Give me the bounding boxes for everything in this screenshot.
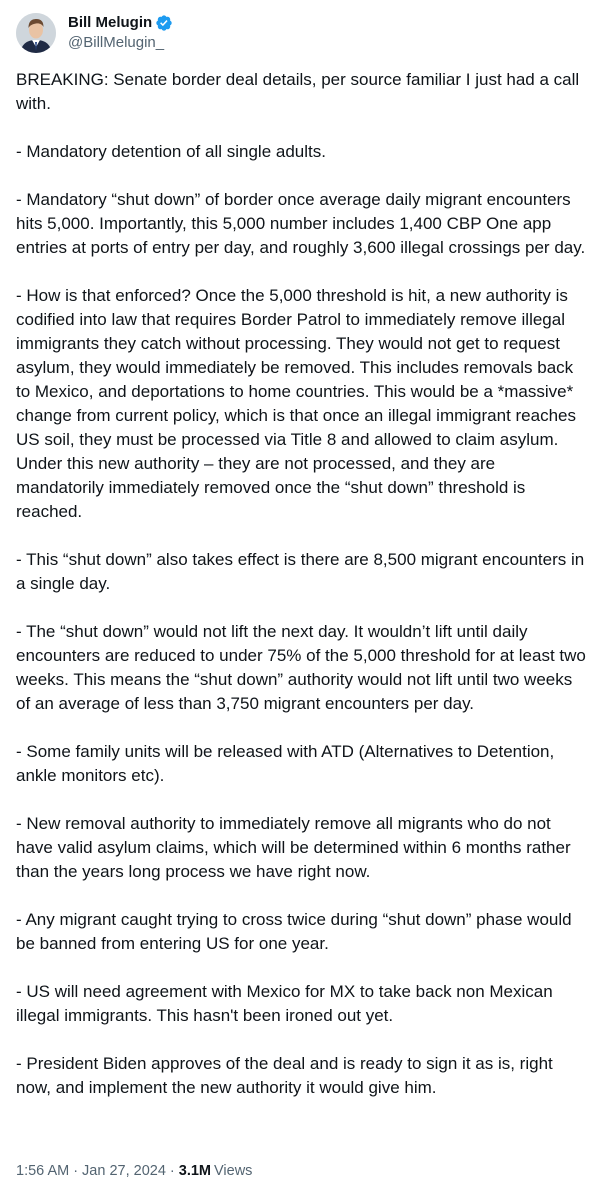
tweet-paragraph: - Mandatory detention of all single adults. [16, 142, 326, 161]
tweet-paragraph: - Some family units will be released with ATD (Alternatives to Detention, ankle monitors etc). [16, 742, 555, 785]
tweet-time[interactable]: 1:56 AM [16, 1163, 70, 1179]
tweet-date[interactable]: Jan 27, 2024 [82, 1163, 166, 1179]
tweet-paragraph: - This “shut down” also takes effect is there are 8,500 migrant encounters in a single day. [16, 550, 585, 593]
tweet-text [16, 68, 586, 1100]
tweet-paragraph: BREAKING: Senate border deal details, per source familiar I just had a call with. [16, 70, 580, 113]
meta-separator: · [169, 1163, 175, 1179]
views-label: Views [214, 1163, 253, 1179]
tweet-paragraph: - Any migrant caught trying to cross twice during “shut down” phase would be banned from entering US for one year. [16, 910, 572, 953]
avatar-image [16, 13, 56, 53]
tweet-paragraph: - Mandatory “shut down” of border once average daily migrant encounters hits 5,000. Importantly, this 5,000 number includes 1,400 CBP One app entries at ports of entry per day, and roughly 3,600 illegal crossings per day. [16, 190, 586, 257]
tweet-paragraph: - US will need agreement with Mexico for MX to take back non Mexican illegal immigrants. This hasn't been ironed out yet. [16, 982, 553, 1025]
avatar[interactable] [16, 13, 56, 53]
tweet-paragraph: - How is that enforced? Once the 5,000 threshold is hit, a new authority is codified into law that requires Border Patrol to immediately remove illegal immigrants they catch without processing. They would not get to request asylum, they would immediately be removed. This includes removals back to Mexico, and deportations to home countries. This would be a *massive* change from current policy, which is that once an illegal immigrant reaches US soil, they must be processed via Title 8 and allowed to claim asylum. Under this new authority – they are not processed, and they are mandatorily immediately removed once the “shut down” threshold is reached. [16, 286, 577, 521]
meta-separator: · [73, 1163, 79, 1179]
tweet-paragraph: - President Biden approves of the deal and is ready to sign it as is, right now, and implement the new authority it would give him. [16, 1054, 553, 1097]
tweet-paragraph: - The “shut down” would not lift the next day. It wouldn’t lift until daily encounters are reduced to under 75% of the 5,000 threshold for at least two weeks. This means the “shut down” authority would not lift until two weeks of an average of less than 3,750 migrant encounters per day. [16, 622, 586, 713]
author-name[interactable]: Bill Melugin [68, 14, 153, 31]
tweet-header [16, 12, 173, 54]
tweet-meta [16, 1160, 252, 1182]
views-count: 3.1M [178, 1163, 211, 1179]
tweet-paragraph: - New removal authority to immediately remove all migrants who do not have valid asylum claims, which will be determined within 6 months rather than the years long process we have right now. [16, 814, 571, 881]
author-handle[interactable]: @BillMelugin_ [68, 34, 165, 51]
verified-badge-icon[interactable] [155, 14, 173, 32]
